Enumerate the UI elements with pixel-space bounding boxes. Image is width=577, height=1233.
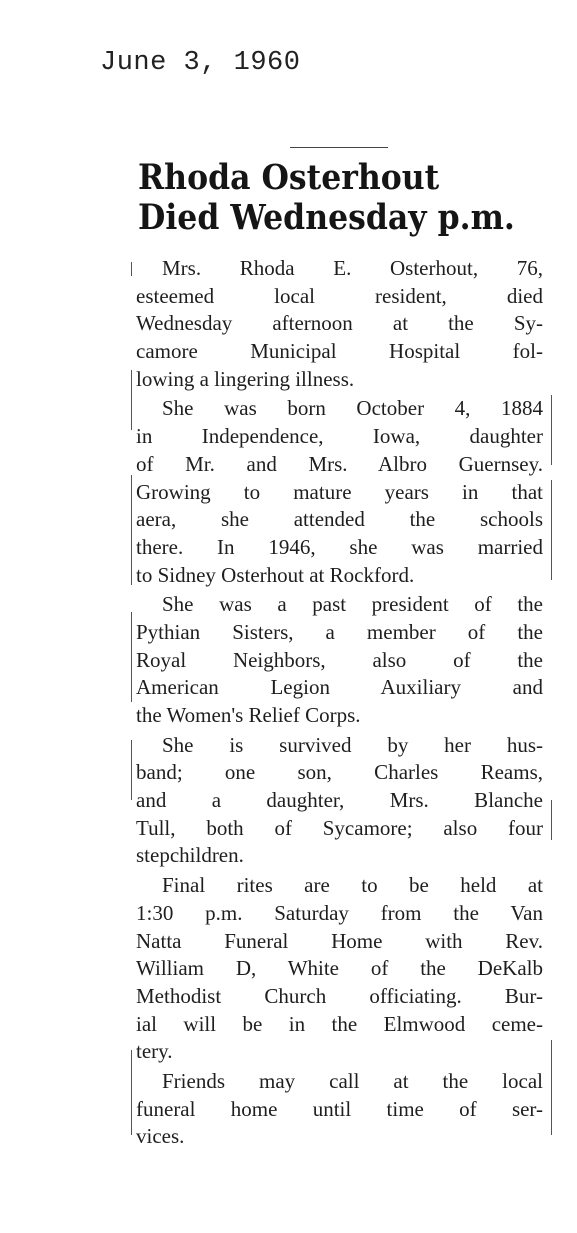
text-line: esteemed local resident, died	[136, 283, 543, 308]
text-line: Growing to mature years in that	[136, 479, 543, 504]
text-line: Methodist Church officiating. Bur-	[136, 983, 543, 1008]
text-line: band; one son, Charles Reams,	[136, 760, 543, 785]
paragraph-memberships	[136, 591, 543, 729]
text-line: She was born October 4, 1884	[162, 396, 543, 421]
text-line: aera, she attended the schools	[136, 507, 543, 532]
headline-line: Died Wednesday p.m.	[138, 197, 515, 238]
clipping-edge-mark	[131, 475, 132, 585]
text-line: American Legion Auxiliary and	[136, 675, 543, 700]
clipping-edge-mark	[131, 262, 132, 276]
text-line: the Women's Relief Corps.	[136, 703, 361, 727]
text-line: 1:30 p.m. Saturday from the Van	[136, 900, 543, 925]
paragraph-survivors	[136, 732, 543, 870]
text-line: Tull, both of Sycamore; also four	[136, 815, 543, 840]
text-line: stepchildren.	[136, 843, 244, 868]
paragraph-services	[136, 872, 543, 1066]
text-line: lowing a lingering illness.	[136, 366, 355, 391]
text-line: in Independence, Iowa, daughter	[136, 424, 543, 449]
text-line: and a daughter, Mrs. Blanche	[136, 788, 543, 813]
text-line: Wednesday afternoon at the Sy-	[136, 311, 543, 336]
clipping-edge-mark	[131, 1050, 132, 1135]
clipping-edge-mark	[551, 1040, 552, 1135]
clipping-edge-mark	[551, 480, 552, 580]
clipping-edge-mark	[551, 395, 552, 465]
text-line: to Sidney Osterhout at Rockford.	[136, 562, 415, 587]
text-line: funeral home until time of ser-	[136, 1096, 543, 1121]
text-line: William D, White of the DeKalb	[136, 956, 543, 981]
text-line: Royal Neighbors, also of the	[136, 647, 543, 672]
clipping-edge-mark	[131, 612, 132, 702]
text-line: She is survived by her hus-	[162, 732, 543, 757]
text-line: Mrs. Rhoda E. Osterhout, 76,	[162, 256, 543, 280]
clipping-edge-mark	[131, 740, 132, 800]
text-line: camore Municipal Hospital fol-	[136, 339, 543, 364]
text-line: Pythian Sisters, a member of the	[136, 619, 543, 644]
text-line: vices.	[136, 1124, 185, 1149]
headline-line: Rhoda Osterhout	[138, 157, 440, 198]
headline-rule	[290, 147, 388, 148]
paragraph-biography	[136, 395, 543, 589]
clipping-edge-mark	[131, 370, 132, 430]
text-line: ial will be in the Elmwood ceme-	[136, 1011, 543, 1036]
text-line: Final rites are to be held at	[162, 873, 543, 898]
paragraph-death-notice	[136, 255, 543, 393]
clipping-edge-mark	[551, 800, 552, 840]
text-line: Natta Funeral Home with Rev.	[136, 928, 543, 953]
text-line: tery.	[136, 1039, 173, 1064]
text-line: She was a past president of the	[162, 592, 543, 617]
text-line: there. In 1946, she was married	[136, 534, 543, 559]
headline	[138, 158, 516, 238]
article-body	[136, 255, 543, 1153]
paragraph-visitation	[136, 1068, 543, 1151]
clipping-date: June 3, 1960	[100, 48, 301, 78]
text-line: Friends may call at the local	[162, 1068, 543, 1093]
text-line: of Mr. and Mrs. Albro Guernsey.	[136, 451, 543, 476]
